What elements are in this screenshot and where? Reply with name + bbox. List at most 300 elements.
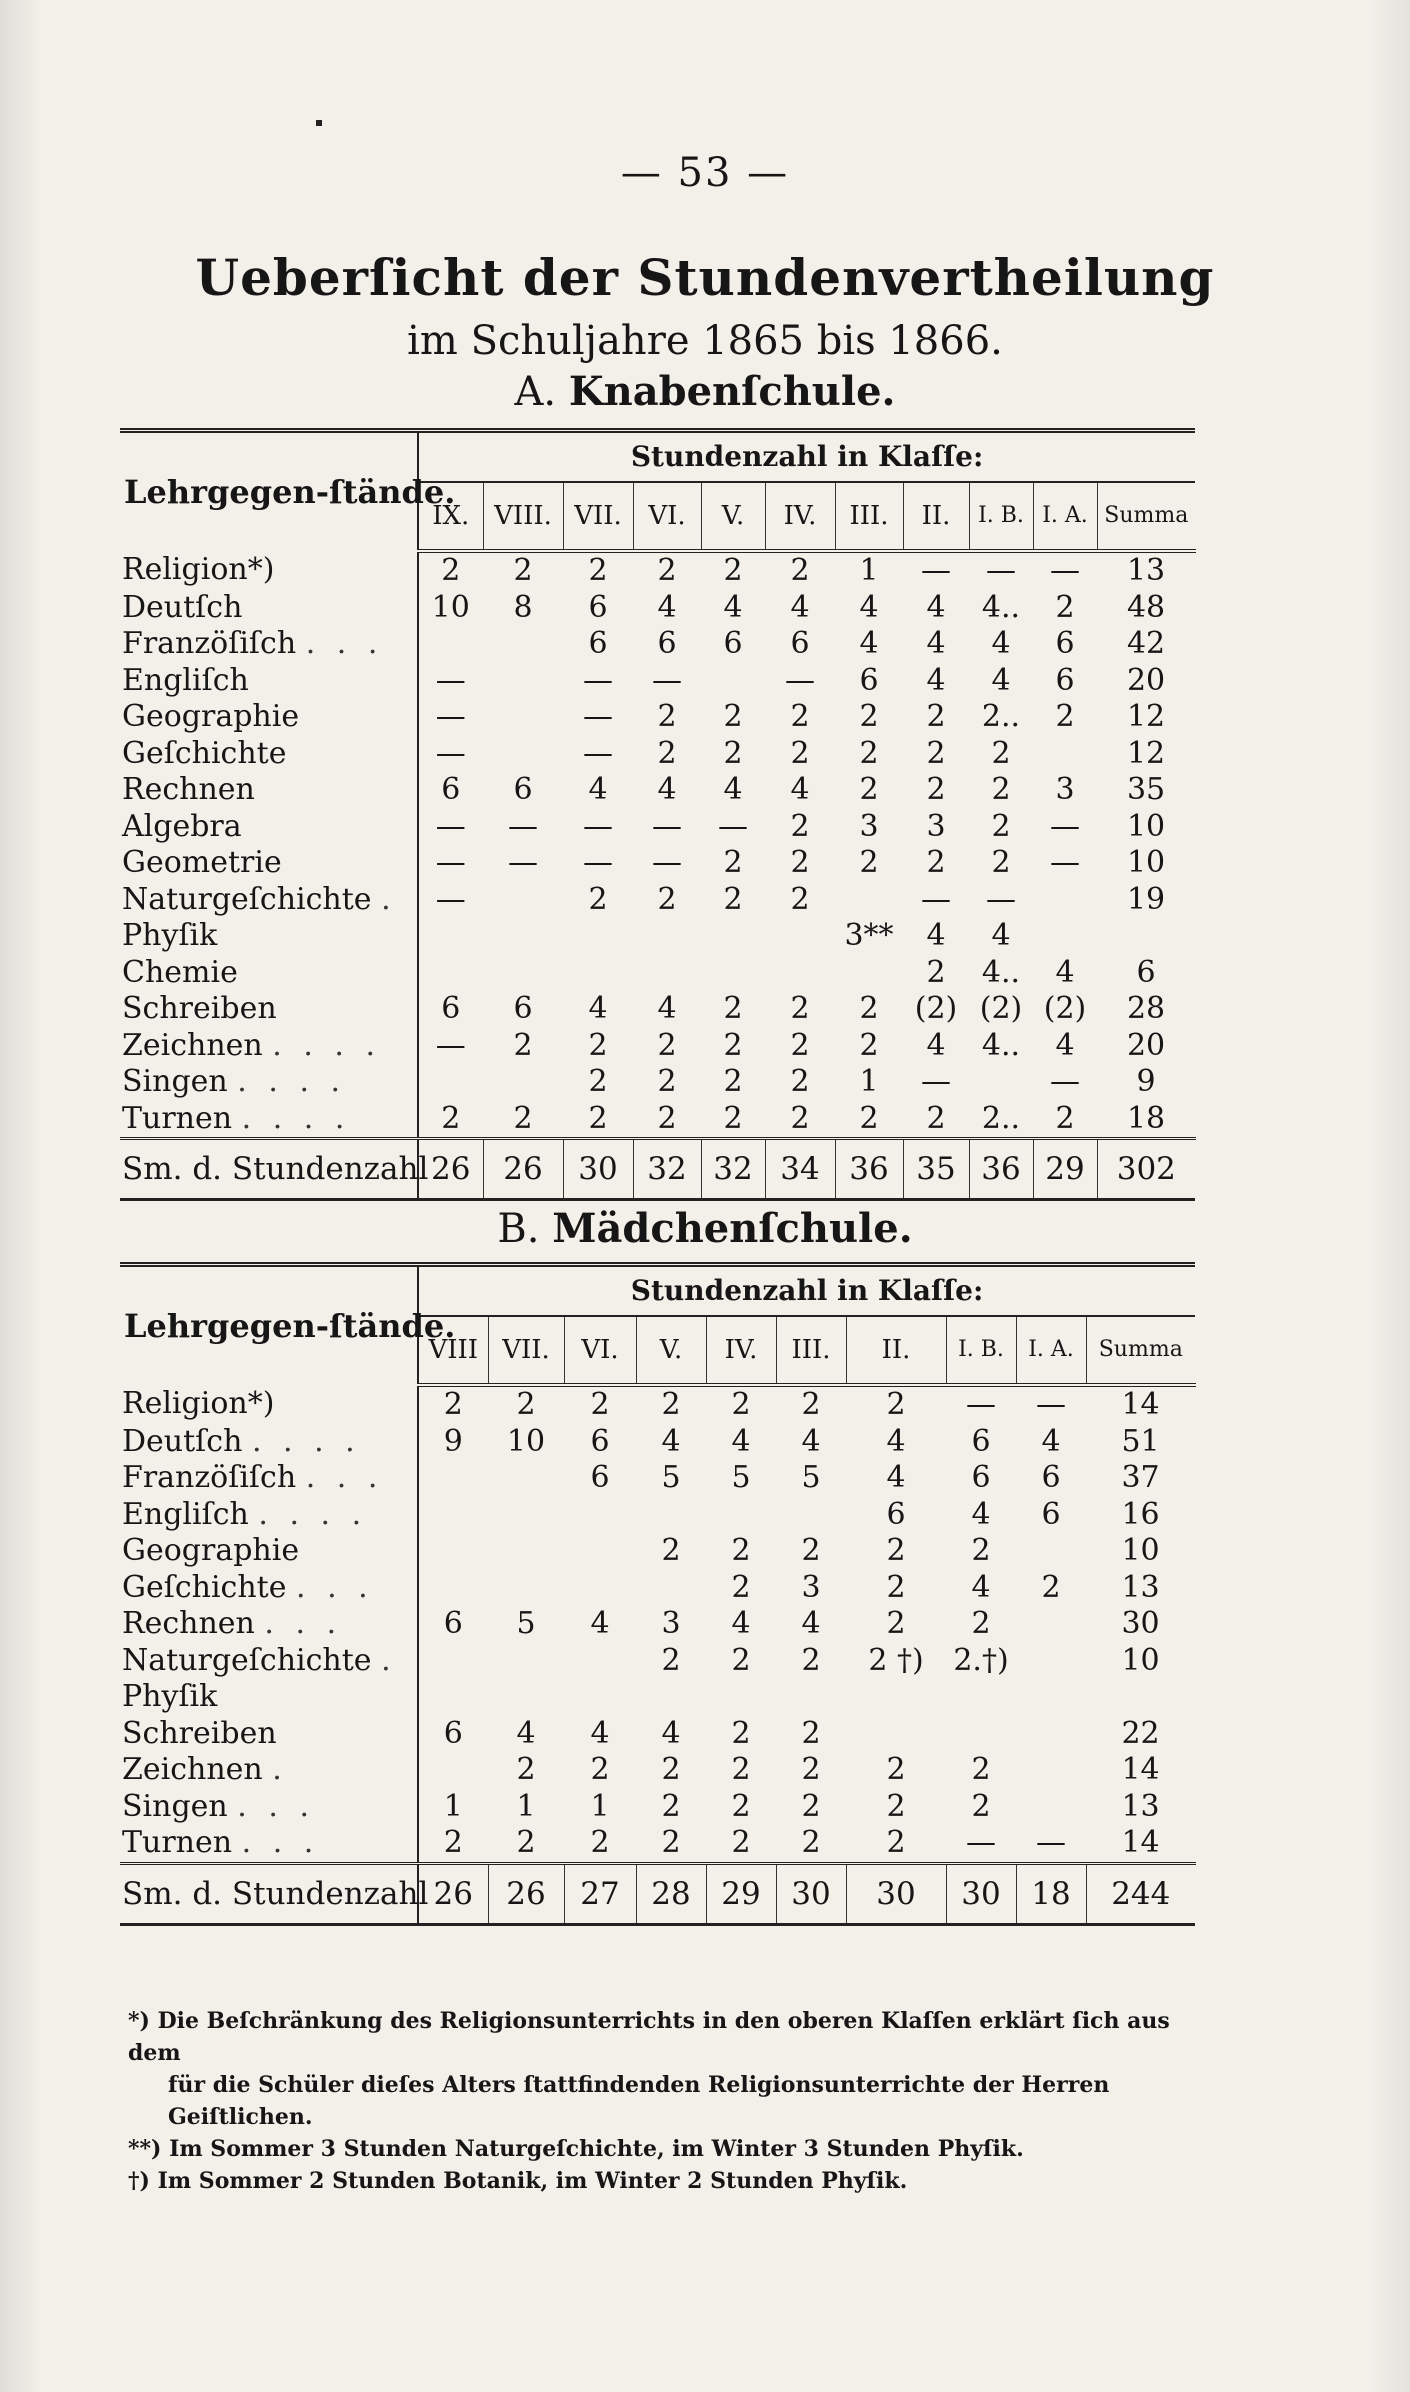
- hours-cell: 4: [657, 589, 677, 625]
- hours-cell: 6: [723, 626, 743, 661]
- class-header: III.: [776, 1316, 846, 1385]
- hours-cell: 2: [661, 1387, 681, 1422]
- section-title-boys: [0, 368, 1410, 415]
- hours-cell: 4: [657, 991, 677, 1026]
- hours-cell: 13: [1121, 1569, 1160, 1605]
- hours-cell: 2: [723, 735, 743, 771]
- hours-cell: 37: [1121, 1460, 1160, 1495]
- subject-cell: [120, 1497, 418, 1534]
- hours-cell: [418, 918, 483, 955]
- leader-dots: . . .: [237, 1788, 315, 1824]
- hours-cell: 10: [1121, 1533, 1160, 1568]
- hours-cell: 2: [790, 991, 810, 1026]
- table-row: [120, 1716, 1195, 1753]
- hours-cell: [488, 1497, 564, 1534]
- leader-dots: . . . .: [258, 1496, 368, 1532]
- hours-cell: [1033, 882, 1097, 919]
- page-title: Ueberſicht der Stundenvertheilung: [195, 248, 1215, 307]
- hours-cell: 13: [1126, 553, 1166, 588]
- section-name: Knabenſchule.: [568, 368, 896, 415]
- hours-cell: 2: [790, 735, 810, 771]
- hours-cell: 4: [1055, 1027, 1075, 1063]
- subject-cell: [120, 955, 418, 992]
- hours-cell: 6: [441, 772, 461, 807]
- hours-cell: 2: [886, 1788, 906, 1824]
- subject-name: Franzöſiſch: [122, 1460, 297, 1495]
- hours-cell: 5: [731, 1460, 751, 1495]
- hours-cell: 4: [790, 772, 810, 807]
- hours-cell: [835, 882, 903, 919]
- subject-cell: [120, 1752, 418, 1789]
- sum-cell: 29: [706, 1863, 776, 1924]
- hours-cell: 2: [801, 1642, 821, 1678]
- subject-cell: [120, 1028, 418, 1065]
- hours-cell: 2: [723, 991, 743, 1026]
- hours-cell: 6: [859, 662, 879, 698]
- hours-cell: [701, 663, 765, 700]
- hours-cell: 2: [859, 1100, 879, 1136]
- hours-cell: 4: [731, 1423, 751, 1459]
- hours-cell: [636, 1497, 706, 1534]
- hours-cell: —: [435, 845, 466, 880]
- hours-cell: [483, 663, 563, 700]
- hours-cell: —: [508, 808, 538, 844]
- hours-cell: 2: [661, 1642, 681, 1678]
- hours-cell: 4: [926, 1027, 946, 1063]
- hours-cell: [488, 1679, 564, 1716]
- hours-cell: —: [435, 1027, 466, 1063]
- leader-dots: . . .: [296, 1569, 374, 1605]
- footnote-religion: *) Die Beſchränkung des Religionsunterrichts in den oberen Klaſſen erklärt ſich aus dem: [128, 2008, 1170, 2066]
- hours-cell: 2: [590, 1387, 610, 1422]
- sum-cell: 302: [1097, 1139, 1195, 1200]
- hours-cell: 8: [513, 589, 533, 625]
- hours-cell: 2: [731, 1569, 751, 1605]
- class-header: VII.: [563, 482, 633, 551]
- hours-cell: 2: [661, 1788, 681, 1824]
- hours-cell: [418, 1570, 488, 1607]
- hours-cell: [765, 955, 835, 992]
- subject-name: Deutſch: [122, 589, 243, 625]
- sum-cell: 30: [846, 1863, 946, 1924]
- hours-cell: 2: [886, 1752, 906, 1787]
- hours-cell: 35: [1126, 772, 1166, 807]
- hours-cell: 2: [657, 553, 677, 588]
- hours-cell: 2: [513, 553, 533, 588]
- hours-cell: 4: [1041, 1423, 1061, 1459]
- sum-cell: 28: [636, 1863, 706, 1924]
- table-row: [120, 699, 1195, 736]
- subject-cell: [120, 1385, 418, 1424]
- hours-cell: 2: [859, 845, 879, 880]
- hours-cell: 2: [926, 699, 946, 734]
- table-row: [120, 1752, 1195, 1789]
- hours-cell: [483, 736, 563, 773]
- hours-cell: 2: [801, 1752, 821, 1787]
- hours-cell: [1016, 1752, 1086, 1789]
- hours-cell: 2: [588, 881, 608, 917]
- hours-cell: —: [986, 553, 1016, 588]
- subject-cell: [120, 991, 418, 1028]
- hours-cell: 4..: [981, 1027, 1021, 1063]
- hours-cell: 2: [723, 553, 743, 588]
- hours-cell: 2: [731, 1642, 751, 1678]
- hours-cell: 2: [513, 1027, 533, 1063]
- hours-cell: 2: [801, 1715, 821, 1751]
- hours-cell: 2: [790, 1064, 810, 1099]
- leader-dots: .: [272, 1752, 288, 1787]
- hours-cell: —: [435, 881, 466, 917]
- hours-cell: 6: [588, 589, 608, 625]
- hours-cell: 4: [859, 626, 879, 661]
- ink-mark: [316, 120, 322, 126]
- table-row: [120, 1064, 1195, 1101]
- hours-cell: 19: [1126, 881, 1166, 917]
- hours-cell: [636, 1570, 706, 1607]
- hours-cell: 4: [801, 1423, 821, 1459]
- class-header: VIII.: [483, 482, 563, 551]
- class-header: I. A.: [1016, 1316, 1086, 1385]
- hours-cell: 6: [1136, 954, 1156, 990]
- hours-cell: 4: [801, 1606, 821, 1641]
- class-group-header: Stundenzahl in Klaſſe:: [418, 431, 1195, 483]
- hours-cell: 6: [443, 1606, 463, 1641]
- girls-schedule-table: [120, 1262, 1196, 1926]
- hours-cell: 2: [926, 735, 946, 771]
- hours-cell: —: [986, 881, 1016, 917]
- subject-name: Deutſch: [122, 1423, 243, 1459]
- subject-name: Engliſch: [122, 1496, 249, 1532]
- hours-cell: [846, 1716, 946, 1753]
- hours-cell: —: [921, 881, 951, 917]
- hours-cell: —: [435, 662, 466, 698]
- hours-cell: [1016, 1533, 1086, 1570]
- hours-cell: [701, 955, 765, 992]
- hours-cell: 2: [886, 1387, 906, 1422]
- hours-cell: 2: [801, 1533, 821, 1568]
- hours-cell: 2: [588, 1100, 608, 1136]
- hours-cell: 10: [1126, 845, 1166, 880]
- hours-cell: [483, 626, 563, 663]
- subject-cell: [120, 1825, 418, 1863]
- section-name: Mädchenſchule.: [552, 1205, 913, 1252]
- hours-cell: 5: [516, 1606, 536, 1641]
- hours-cell: —: [1050, 553, 1080, 588]
- subject-cell: [120, 1460, 418, 1497]
- hours-cell: 2: [723, 1100, 743, 1136]
- hours-cell: 28: [1126, 991, 1166, 1026]
- hours-cell: —: [1050, 1064, 1080, 1099]
- hours-cell: 12: [1126, 699, 1166, 734]
- hours-cell: 4: [926, 626, 946, 661]
- hours-cell: (2): [1043, 991, 1087, 1026]
- hours-cell: [946, 1679, 1016, 1716]
- hours-cell: [706, 1497, 776, 1534]
- hours-cell: [1016, 1679, 1086, 1716]
- hours-cell: [835, 955, 903, 992]
- hours-cell: [1097, 918, 1195, 955]
- hours-cell: 2: [588, 553, 608, 588]
- hours-cell: —: [1050, 808, 1080, 844]
- hours-cell: —: [583, 845, 613, 880]
- subject-name: Phyſik: [122, 1679, 218, 1714]
- hours-cell: 2: [590, 1752, 610, 1787]
- hours-cell: —: [652, 808, 682, 844]
- hours-cell: [1086, 1679, 1195, 1716]
- section-letter: B.: [497, 1206, 540, 1252]
- hours-cell: 4: [588, 991, 608, 1026]
- sum-cell: 244: [1086, 1863, 1195, 1924]
- section-title-girls: [0, 1205, 1410, 1252]
- hours-cell: 2: [790, 845, 810, 880]
- sum-cell: 35: [903, 1139, 969, 1200]
- hours-cell: [488, 1460, 564, 1497]
- table-row: [120, 1460, 1195, 1497]
- hours-cell: —: [1036, 1387, 1066, 1422]
- hours-cell: 51: [1121, 1423, 1160, 1459]
- hours-cell: —: [583, 735, 613, 771]
- sum-label: Sm. d. Stundenzahl: [120, 1863, 418, 1924]
- hours-cell: 6: [971, 1423, 991, 1459]
- hours-cell: [488, 1570, 564, 1607]
- hours-cell: 5: [661, 1460, 681, 1495]
- class-header: Summa: [1097, 482, 1195, 551]
- hours-cell: 2: [731, 1387, 751, 1422]
- hours-cell: [418, 626, 483, 663]
- hours-cell: 16: [1121, 1496, 1160, 1532]
- hours-cell: [564, 1643, 636, 1680]
- footnote-religion-continued: für die Schüler dieſes Alters ſtattfindenden Religionsunterrichte der Herren Geiſtlichen.: [168, 2072, 1110, 2130]
- hours-cell: 2: [443, 1825, 463, 1860]
- hours-cell: 2: [886, 1569, 906, 1605]
- subject-name: Rechnen: [122, 1606, 255, 1641]
- sum-cell: 18: [1016, 1863, 1086, 1924]
- hours-cell: 2: [657, 1064, 677, 1099]
- hours-cell: 2: [926, 772, 946, 807]
- hours-cell: 6: [443, 1715, 463, 1751]
- hours-cell: 6: [886, 1496, 906, 1532]
- hours-cell: 4: [790, 589, 810, 625]
- sum-label: Sm. d. Stundenzahl: [120, 1139, 418, 1200]
- leader-dots: . . .: [305, 626, 384, 661]
- subject-cell: [120, 1064, 418, 1101]
- hours-cell: —: [652, 662, 682, 698]
- hours-cell: 22: [1121, 1715, 1160, 1751]
- hours-cell: [564, 1679, 636, 1716]
- subject-cell: [120, 1716, 418, 1753]
- hours-cell: 5: [801, 1460, 821, 1495]
- sum-cell: 26: [418, 1139, 483, 1200]
- hours-cell: 2..: [981, 699, 1021, 734]
- subject-cell: [120, 1606, 418, 1643]
- subject-name: Turnen: [122, 1100, 233, 1136]
- hours-cell: 3: [926, 808, 946, 844]
- hours-cell: 4: [723, 772, 743, 807]
- subject-name: Geſchichte: [122, 1569, 287, 1605]
- hours-cell: 3**: [844, 918, 894, 953]
- sum-row: [120, 1139, 1195, 1200]
- hours-cell: 2: [731, 1752, 751, 1787]
- hours-cell: —: [966, 1387, 996, 1422]
- hours-cell: —: [1050, 845, 1080, 880]
- hours-cell: 2: [801, 1788, 821, 1824]
- table-row: [120, 1679, 1195, 1716]
- hours-cell: 2: [516, 1752, 536, 1787]
- hours-cell: 2: [723, 699, 743, 734]
- hours-cell: 2: [926, 845, 946, 880]
- subject-name: Rechnen: [122, 772, 255, 807]
- table-row: [120, 1385, 1195, 1424]
- leader-dots: . . . .: [272, 1027, 382, 1063]
- hours-cell: 2: [1055, 699, 1075, 734]
- hours-cell: 2: [588, 1027, 608, 1063]
- class-header: V.: [636, 1316, 706, 1385]
- subject-name: Religion*): [122, 1386, 275, 1421]
- hours-cell: —: [652, 845, 682, 880]
- hours-cell: 2: [886, 1533, 906, 1568]
- hours-cell: 2: [513, 1100, 533, 1136]
- table-row: [120, 1424, 1195, 1461]
- hours-cell: 4: [731, 1606, 751, 1641]
- hours-cell: [483, 699, 563, 736]
- hours-cell: 20: [1126, 1027, 1166, 1063]
- hours-cell: 42: [1126, 626, 1166, 661]
- subject-name: Chemie: [122, 954, 238, 990]
- hours-cell: 2: [731, 1788, 751, 1824]
- table-row: [120, 1825, 1195, 1863]
- table-row: [120, 1606, 1195, 1643]
- sum-cell: 26: [418, 1863, 488, 1924]
- subject-name: Naturgeſchichte: [122, 881, 372, 917]
- page-number: — 53 —: [620, 150, 790, 196]
- hours-cell: 4: [661, 1715, 681, 1751]
- hours-cell: [488, 1643, 564, 1680]
- hours-cell: 6: [441, 991, 461, 1026]
- leader-dots: . . .: [305, 1460, 384, 1495]
- hours-cell: [969, 1064, 1033, 1101]
- table-row: [120, 590, 1195, 627]
- hours-cell: [418, 1643, 488, 1680]
- table-row: [120, 551, 1195, 590]
- class-header: IV.: [706, 1316, 776, 1385]
- hours-cell: —: [508, 845, 538, 880]
- hours-cell: 2: [723, 845, 743, 880]
- sum-cell: 34: [765, 1139, 835, 1200]
- subject-cell: [120, 1101, 418, 1139]
- hours-cell: 2: [723, 1027, 743, 1063]
- hours-cell: —: [785, 662, 815, 698]
- sum-cell: 32: [633, 1139, 701, 1200]
- hours-cell: 2: [859, 772, 879, 807]
- table-row: [120, 1789, 1195, 1826]
- hours-cell: 4: [991, 662, 1011, 698]
- hours-cell: 2: [661, 1825, 681, 1860]
- boys-schedule-table: [120, 428, 1196, 1201]
- subject-name: Geometrie: [122, 845, 282, 880]
- hours-cell: 4: [926, 589, 946, 625]
- hours-cell: [418, 1497, 488, 1534]
- hours-cell: 13: [1121, 1788, 1160, 1824]
- class-header: IV.: [765, 482, 835, 551]
- hours-cell: [418, 955, 483, 992]
- hours-cell: [633, 918, 701, 955]
- class-group-header: Stundenzahl in Klaſſe:: [418, 1265, 1195, 1317]
- table-row: [120, 736, 1195, 773]
- hours-cell: 2: [991, 808, 1011, 844]
- hours-cell: [1033, 918, 1097, 955]
- class-header: Summa: [1086, 1316, 1195, 1385]
- subject-cell: [120, 736, 418, 773]
- hours-cell: 4: [859, 589, 879, 625]
- hours-cell: 2: [731, 1715, 751, 1751]
- hours-cell: 2: [859, 735, 879, 771]
- hours-cell: 6: [1055, 626, 1075, 661]
- subject-name: Zeichnen: [122, 1752, 263, 1787]
- sum-cell: 27: [564, 1863, 636, 1924]
- hours-cell: 6: [790, 626, 810, 661]
- footnote-physics: **) Im Sommer 3 Stunden Naturgeſchichte, im Winter 3 Stunden Phyſik.: [128, 2136, 1024, 2162]
- subject-name: Singen: [122, 1788, 228, 1824]
- hours-cell: 2: [801, 1825, 821, 1860]
- table-row: [120, 1570, 1195, 1607]
- table-row: [120, 1497, 1195, 1534]
- subject-name: Naturgeſchichte: [122, 1642, 372, 1678]
- hours-cell: [1016, 1789, 1086, 1826]
- hours-cell: [1016, 1716, 1086, 1753]
- hours-cell: —: [966, 1825, 996, 1860]
- hours-cell: 2.†): [953, 1642, 1009, 1678]
- leader-dots: .: [381, 1642, 397, 1678]
- hours-cell: 6: [1041, 1460, 1061, 1495]
- hours-cell: [701, 918, 765, 955]
- table-row: [120, 1028, 1195, 1065]
- hours-cell: [776, 1679, 846, 1716]
- hours-cell: —: [435, 699, 466, 734]
- hours-cell: 6: [513, 772, 533, 807]
- table-row: [120, 882, 1195, 919]
- hours-cell: 10: [431, 589, 470, 625]
- hours-cell: 2: [657, 699, 677, 734]
- class-header: I. B.: [946, 1316, 1016, 1385]
- class-header: VII.: [488, 1316, 564, 1385]
- sum-cell: 30: [563, 1139, 633, 1200]
- class-header: VIII: [418, 1316, 488, 1385]
- hours-cell: (2): [979, 991, 1023, 1026]
- hours-cell: [564, 1497, 636, 1534]
- hours-cell: 12: [1126, 735, 1166, 771]
- sum-cell: 26: [488, 1863, 564, 1924]
- class-header: V.: [701, 482, 765, 551]
- subject-column-header: Lehrgegen-ſtände.: [120, 1265, 418, 1386]
- hours-cell: 1: [590, 1788, 610, 1824]
- sum-cell: 29: [1033, 1139, 1097, 1200]
- hours-cell: 3: [661, 1606, 681, 1641]
- hours-cell: 2: [731, 1533, 751, 1568]
- sum-cell: 32: [701, 1139, 765, 1200]
- hours-cell: 2: [1041, 1569, 1061, 1605]
- hours-cell: (2): [914, 991, 958, 1026]
- hours-cell: [483, 955, 563, 992]
- sum-cell: 30: [946, 1863, 1016, 1924]
- hours-cell: 30: [1121, 1606, 1160, 1641]
- subject-name: Religion*): [122, 552, 275, 587]
- subject-name: Singen: [122, 1064, 228, 1099]
- hours-cell: 14: [1121, 1752, 1160, 1787]
- hours-cell: [564, 1533, 636, 1570]
- footnote-botany: †) Im Sommer 2 Stunden Botanik, im Winter 2 Stunden Phyſik.: [128, 2168, 908, 2194]
- hours-cell: 4: [657, 772, 677, 807]
- subject-name: Schreiben: [122, 991, 277, 1026]
